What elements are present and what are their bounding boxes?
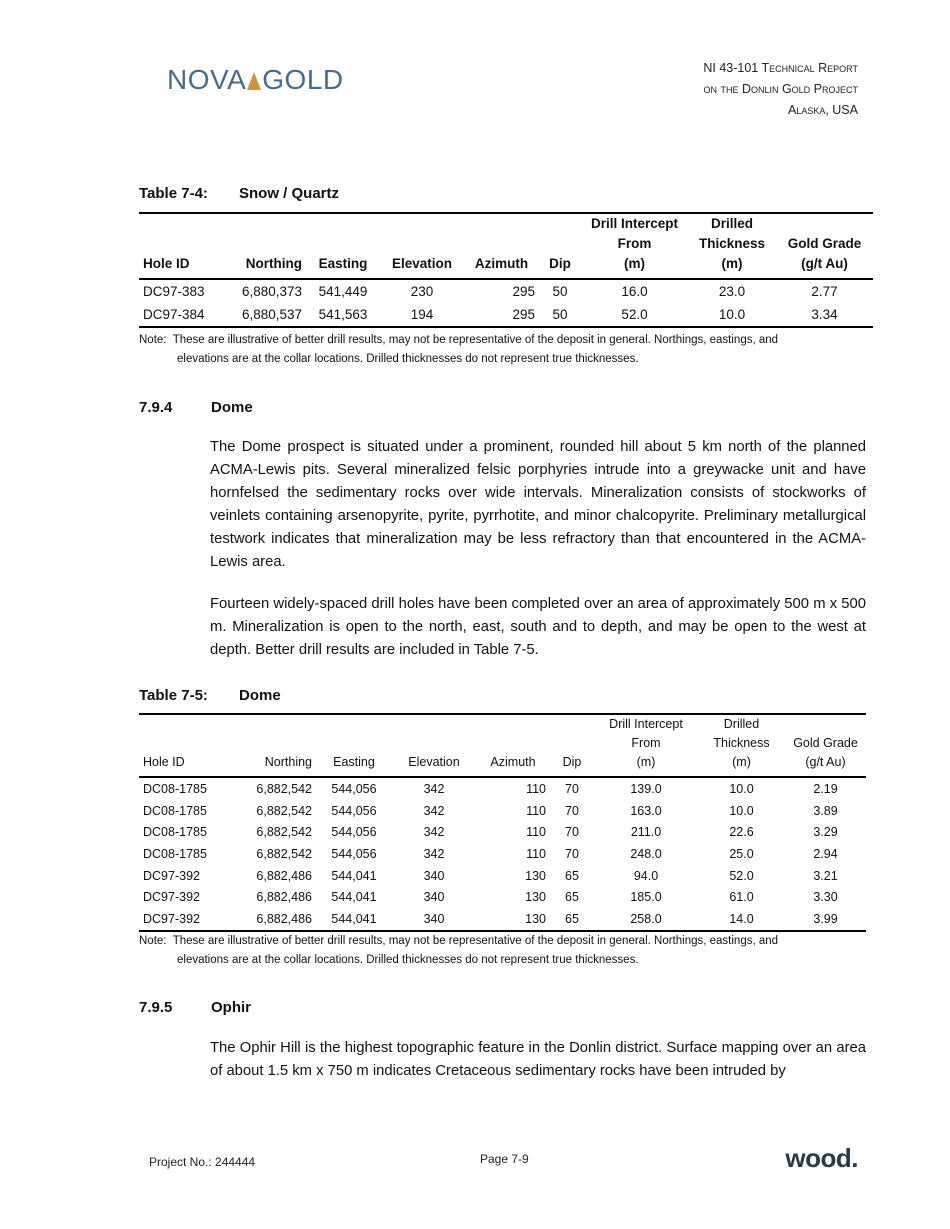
col-hole-id: Hole ID (143, 256, 190, 271)
cell-elevation: 340 (423, 911, 445, 926)
cell-hole-id: DC97-392 (143, 868, 200, 883)
col-intercept-l1: Drill Intercept (609, 717, 683, 731)
cell-thickness: 10.0 (729, 803, 754, 818)
cell-azimuth: 110 (526, 825, 546, 840)
cell-gold-grade: 2.77 (811, 284, 838, 299)
col-intercept (581, 213, 688, 279)
col-thickness-l2: Thickness (698, 236, 766, 251)
cell-easting: 544,056 (331, 803, 377, 818)
col-elevation: Elevation (391, 256, 453, 271)
cell-azimuth: 295 (512, 284, 535, 299)
cell-elevation: 342 (423, 781, 445, 796)
col-thickness (698, 714, 785, 777)
note-label: Note: (139, 935, 167, 947)
cell-azimuth: 110 (526, 781, 546, 796)
cell-hole-id: DC97-392 (143, 890, 200, 905)
col-thickness-l1: Drilled (723, 717, 760, 731)
table-row (139, 886, 866, 908)
col-grade-l1: Gold Grade (787, 236, 862, 251)
cell-elevation: 342 (423, 846, 445, 861)
table-header-row (139, 714, 866, 777)
novagold-logo (167, 64, 344, 96)
col-easting: Easting (333, 755, 375, 769)
table-row (139, 865, 866, 887)
cell-elevation: 230 (410, 284, 434, 299)
cell-gold-grade: 2.94 (813, 846, 838, 861)
cell-northing: 6,882,542 (256, 825, 312, 840)
page-number: Page 7-9 (480, 1152, 529, 1166)
cell-easting: 541,563 (318, 307, 368, 322)
cell-intercept-from: 185.0 (630, 890, 662, 905)
col-thickness-l1: Drilled (710, 216, 753, 231)
col-grade-l2: (g/t Au) (801, 256, 848, 271)
col-thickness (688, 213, 776, 279)
cell-intercept-from: 94.0 (633, 868, 659, 883)
cell-hole-id: DC08-1785 (143, 803, 207, 818)
table-row (139, 777, 866, 800)
logo-triangle-icon (247, 72, 261, 90)
report-header (703, 58, 858, 121)
cell-intercept-from: 248.0 (630, 846, 662, 861)
note-line1: These are illustrative of better drill results, may not be representative of the deposit in general. Northings, eastings, and (172, 334, 779, 346)
cell-thickness: 25.0 (729, 846, 754, 861)
cell-thickness: 10.0 (718, 307, 746, 322)
note-line1: These are illustrative of better drill results, may not be representative of the deposit in general. Northings, eastings, and (172, 935, 779, 947)
cell-northing: 6,880,537 (241, 307, 302, 322)
report-title-line3: Alaska, USA (787, 103, 858, 117)
cell-northing: 6,880,373 (241, 284, 302, 299)
cell-hole-id: DC97-383 (143, 284, 205, 299)
cell-hole-id: DC97-384 (143, 307, 205, 322)
cell-dip: 65 (565, 890, 579, 905)
cell-thickness: 10.0 (729, 781, 754, 796)
cell-azimuth: 130 (525, 868, 546, 883)
table-label: Table 7-5: (139, 687, 208, 704)
cell-hole-id: DC97-392 (143, 911, 200, 926)
cell-gold-grade: 3.30 (813, 890, 838, 905)
table-row (139, 821, 866, 843)
table-7-4-note (139, 331, 869, 369)
col-intercept-l1: Drill Intercept (590, 216, 679, 231)
cell-azimuth: 110 (526, 803, 546, 818)
col-thickness-l2: Thickness (713, 736, 770, 750)
col-grade-l1: Gold Grade (793, 736, 858, 750)
table-7-4-caption (139, 185, 339, 202)
cell-dip: 70 (565, 803, 579, 818)
col-northing: Northing (245, 256, 302, 271)
cell-northing: 6,882,542 (256, 846, 312, 861)
cell-hole-id: DC08-1785 (143, 846, 207, 861)
cell-easting: 544,056 (331, 781, 377, 796)
cell-thickness: 14.0 (729, 911, 754, 926)
cell-azimuth: 130 (525, 911, 546, 926)
cell-elevation: 342 (423, 803, 445, 818)
cell-azimuth: 110 (526, 846, 546, 861)
cell-northing: 6,882,486 (256, 911, 312, 926)
section-title: Ophir (211, 999, 251, 1016)
cell-dip: 70 (565, 781, 579, 796)
dome-paragraph-1: The Dome prospect is situated under a prominent, rounded hill about 5 km north of the planned ACMA-Lewis pits. Several mineralized felsic porphyries intrude into a greywacke unit and have hornfelsed the sedimentary rocks over wide intervals. Mineralization consists of stockworks of veinlets containing arsenopyrite, pyrite, pyrrhotite, and minor chalcopyrite. Preliminary metallurgical testwork indicates that mineralization may be less refractory than that encountered in the ACMA-Lewis area. (210, 439, 866, 570)
cell-elevation: 340 (423, 890, 445, 905)
cell-dip: 65 (565, 911, 579, 926)
cell-elevation: 340 (423, 868, 445, 883)
table-row (139, 279, 873, 303)
table-row (139, 843, 866, 865)
dome-paragraph-2: Fourteen widely-spaced drill holes have been completed over an area of approximately 500 m x 500 m. Mineralization is open to the north, east, south and to depth, and may be open to the west at depth. Better drill results are included in Table 7-5. (210, 596, 866, 658)
table-7-4 (139, 212, 873, 328)
cell-azimuth: 295 (512, 307, 535, 322)
cell-intercept-from: 211.0 (630, 825, 662, 840)
cell-easting: 544,056 (331, 846, 377, 861)
logo-text-nova: NOVA (167, 64, 247, 95)
section-number: 7.9.5 (139, 999, 173, 1016)
wood-logo: wood. (785, 1143, 858, 1173)
cell-thickness: 52.0 (729, 868, 754, 883)
cell-hole-id: DC08-1785 (143, 825, 207, 840)
col-grade (776, 213, 873, 279)
col-dip: Dip (549, 256, 571, 271)
table-title: Snow / Quartz (239, 185, 340, 202)
col-easting: Easting (318, 256, 368, 271)
col-hole-id: Hole ID (143, 755, 185, 769)
col-intercept-l3: (m) (636, 755, 656, 769)
col-dip: Dip (562, 755, 582, 769)
table-7-5-note (139, 932, 869, 970)
col-intercept-l2: From (617, 236, 652, 251)
cell-easting: 544,041 (331, 868, 377, 883)
cell-northing: 6,882,486 (256, 868, 312, 883)
section-title: Dome (211, 399, 253, 416)
cell-dip: 70 (565, 846, 579, 861)
cell-northing: 6,882,486 (256, 890, 312, 905)
report-title-line2: on the Donlin Gold Project (703, 82, 858, 96)
cell-gold-grade: 3.29 (813, 825, 838, 840)
project-number: Project No.: 244444 (149, 1155, 256, 1169)
cell-easting: 544,041 (331, 911, 377, 926)
cell-dip: 50 (552, 284, 568, 299)
cell-intercept-from: 16.0 (621, 284, 648, 299)
table-row (139, 800, 866, 822)
cell-easting: 544,056 (331, 825, 377, 840)
col-elevation: Elevation (408, 755, 460, 769)
cell-gold-grade: 3.89 (813, 803, 838, 818)
cell-gold-grade: 3.34 (811, 307, 838, 322)
cell-azimuth: 130 (525, 890, 546, 905)
col-intercept (594, 714, 698, 777)
cell-dip: 65 (565, 868, 579, 883)
report-title-line1: NI 43-101 Technical Report (703, 61, 858, 75)
cell-elevation: 194 (410, 307, 434, 322)
table-title: Dome (239, 687, 281, 704)
logo-text-gold: GOLD (262, 64, 344, 95)
cell-gold-grade: 3.21 (813, 868, 838, 883)
cell-hole-id: DC08-1785 (143, 781, 207, 796)
col-intercept-l3: (m) (624, 256, 645, 271)
section-7-9-4-heading (139, 399, 253, 416)
cell-intercept-from: 258.0 (630, 911, 662, 926)
cell-northing: 6,882,542 (256, 803, 312, 818)
table-7-5 (139, 713, 866, 932)
col-thickness-l3: (m) (721, 256, 743, 271)
ophir-paragraph-1: The Ophir Hill is the highest topographic feature in the Donlin district. Surface mapping over an area of about 1.5 km x 750 m indicates Cretaceous sedimentary rocks have been intruded by (210, 1040, 866, 1079)
note-label: Note: (139, 334, 167, 346)
section-number: 7.9.4 (139, 399, 173, 416)
cell-easting: 544,041 (331, 890, 377, 905)
table-label: Table 7-4: (139, 185, 208, 202)
col-azimuth: Azimuth (474, 256, 529, 271)
cell-elevation: 342 (423, 825, 445, 840)
table-row (139, 303, 873, 327)
cell-easting: 541,449 (318, 284, 368, 299)
cell-thickness: 61.0 (729, 890, 754, 905)
cell-intercept-from: 139.0 (630, 781, 662, 796)
col-grade-l2: (g/t Au) (805, 755, 846, 769)
note-line2: elevations are at the collar locations. Drilled thicknesses do not represent true thicknesses. (177, 353, 639, 365)
cell-gold-grade: 3.99 (813, 911, 838, 926)
col-intercept-l2: From (631, 736, 661, 750)
col-northing: Northing (264, 755, 312, 769)
cell-northing: 6,882,542 (256, 781, 312, 796)
note-line2: elevations are at the collar locations. Drilled thicknesses do not represent true thicknesses. (177, 954, 639, 966)
cell-thickness: 22.6 (729, 825, 754, 840)
section-7-9-5-heading (139, 999, 251, 1016)
col-grade (785, 714, 866, 777)
cell-intercept-from: 52.0 (621, 307, 648, 322)
col-azimuth: Azimuth (490, 755, 536, 769)
table-header-row (139, 213, 873, 279)
col-thickness-l3: (m) (732, 755, 751, 769)
cell-dip: 70 (565, 825, 579, 840)
cell-dip: 50 (552, 307, 568, 322)
table-row (139, 908, 866, 931)
table-7-5-caption (139, 687, 281, 704)
cell-intercept-from: 163.0 (630, 803, 662, 818)
cell-thickness: 23.0 (718, 284, 746, 299)
cell-gold-grade: 2.19 (813, 781, 838, 796)
